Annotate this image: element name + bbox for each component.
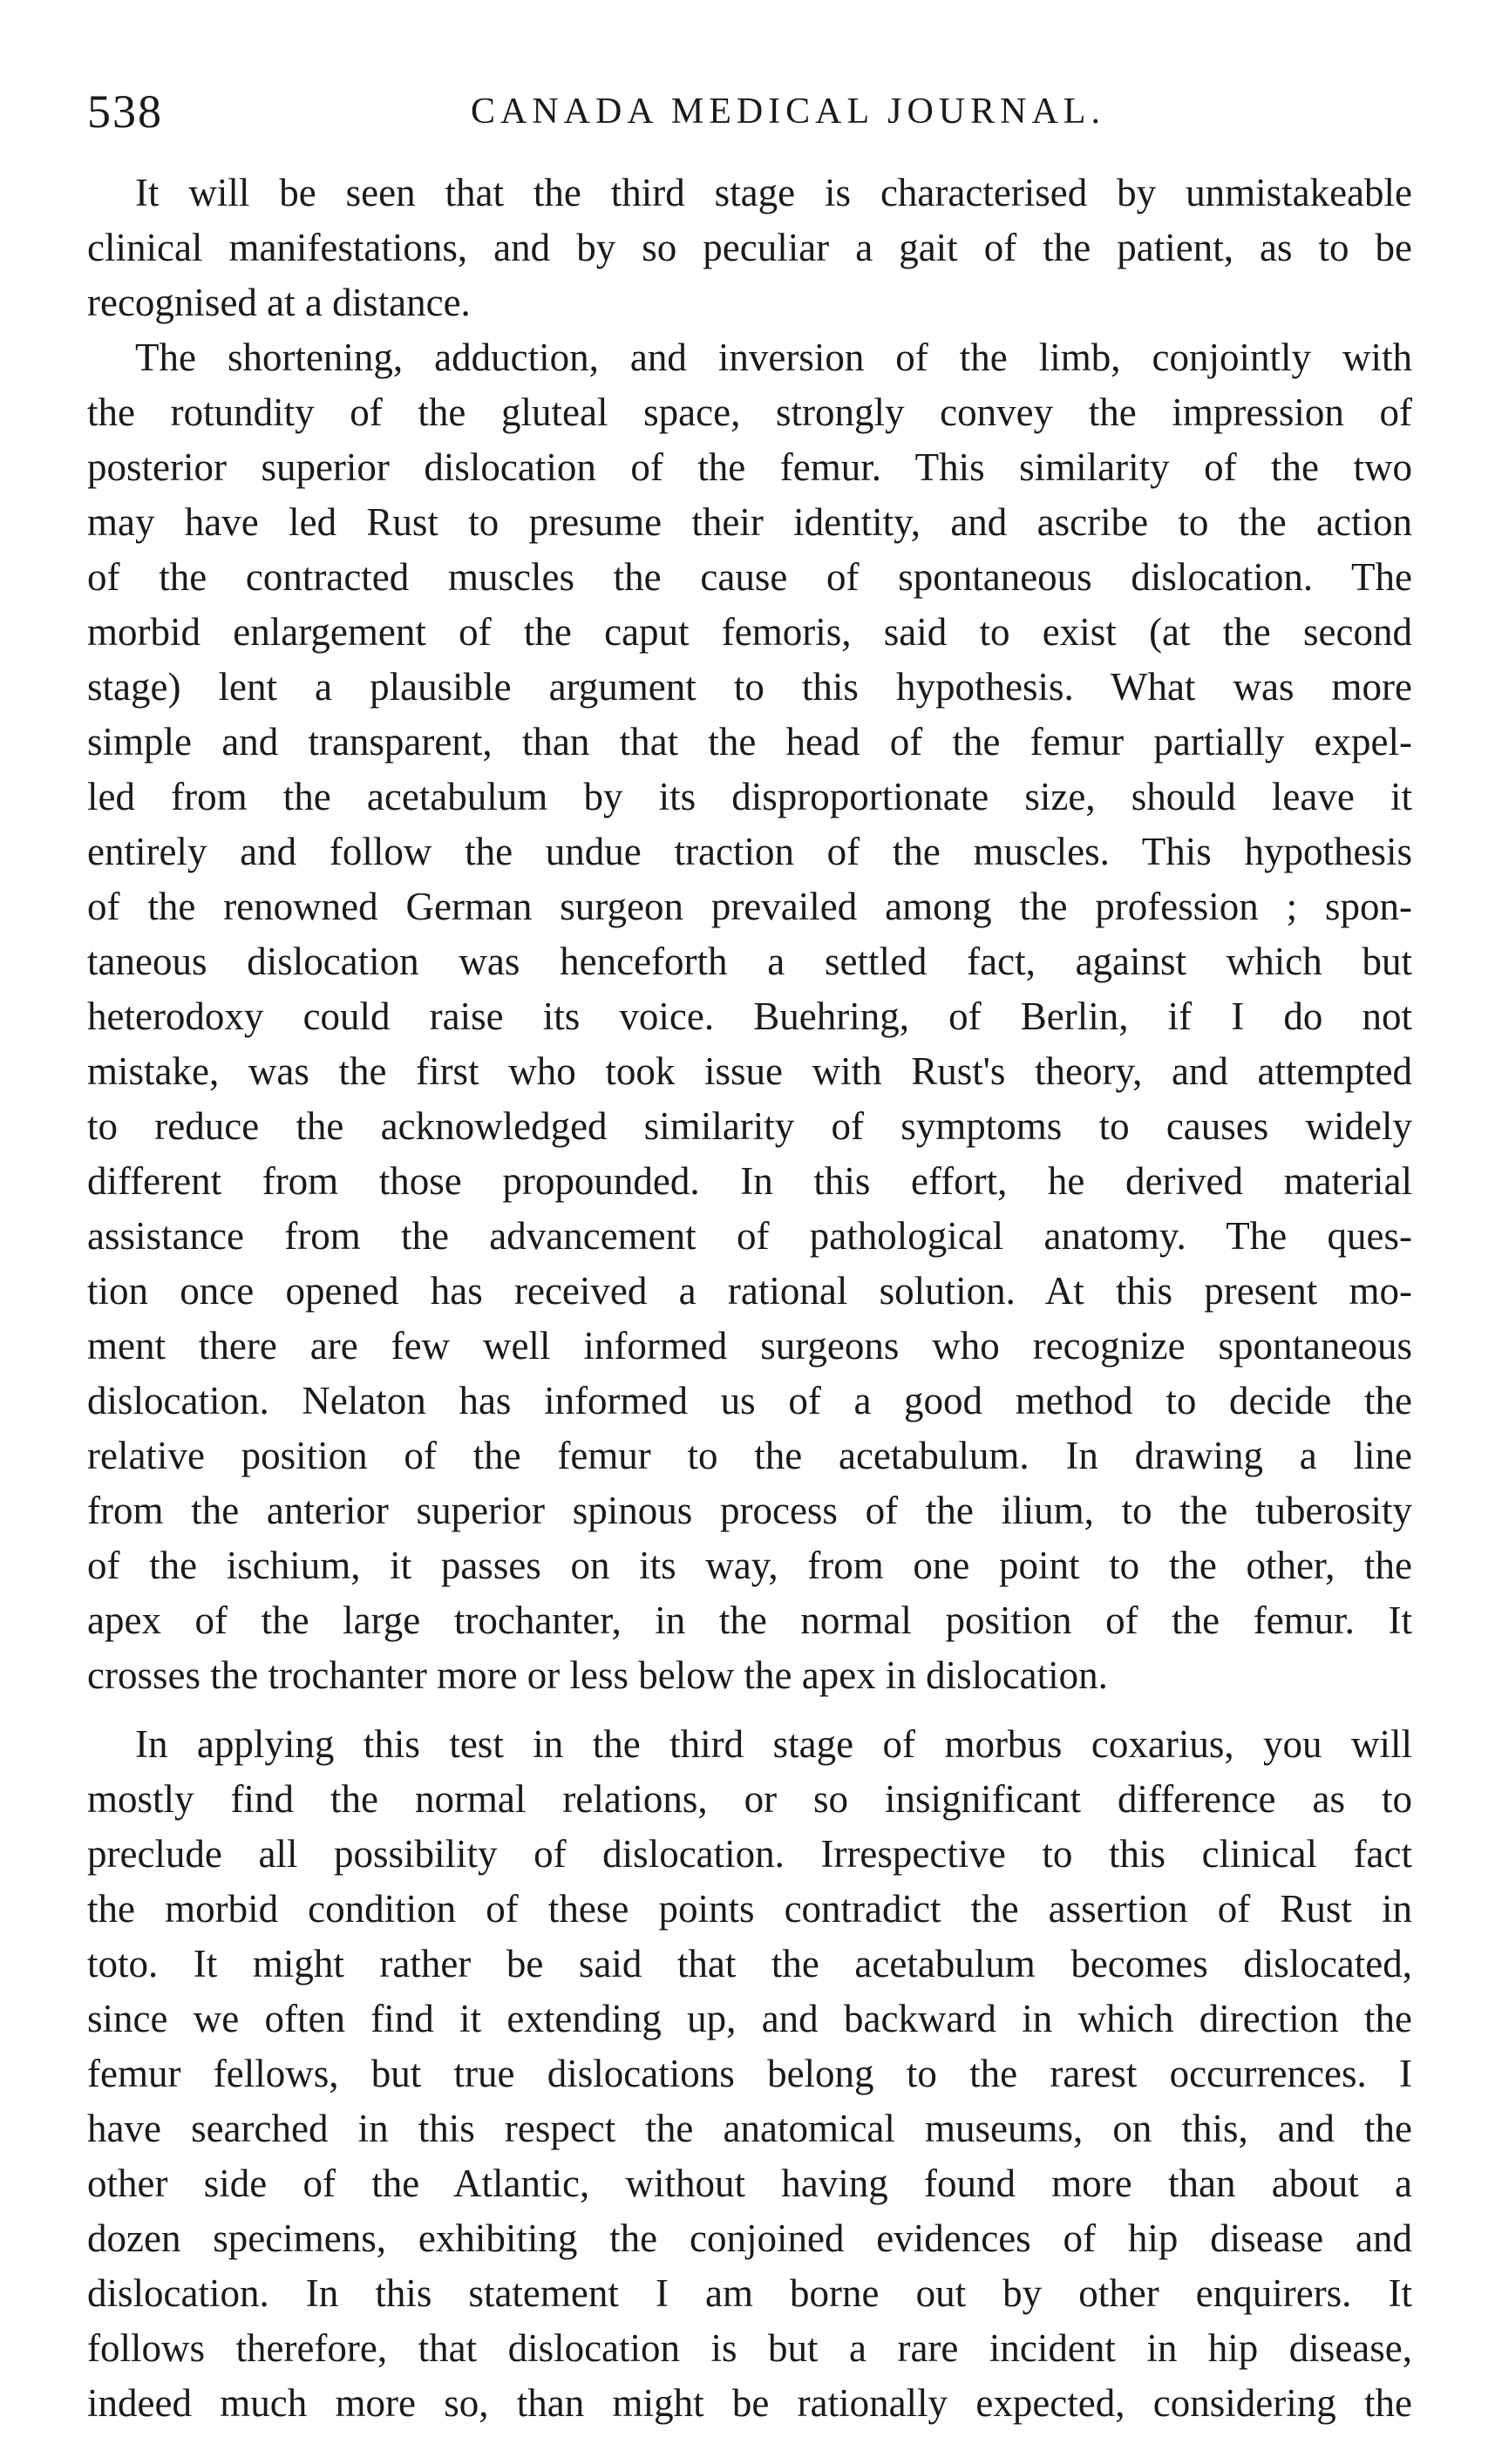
text-line: tion once opened has received a rational solution. At this present mo- bbox=[87, 1269, 1412, 1313]
text-line: from the anterior superior spinous process of the ilium, to the tuberosity bbox=[87, 1489, 1412, 1532]
paragraph bbox=[87, 1717, 1412, 2431]
text-line: simple and transparent, than that the head of the femur partially expel- bbox=[87, 720, 1412, 764]
text-line: may have led Rust to presume their identity, and ascribe to the action bbox=[87, 500, 1412, 544]
text-line: mistake, was the first who took issue with Rust's theory, and attempted bbox=[87, 1049, 1412, 1093]
text-line: the rotundity of the gluteal space, strongly convey the impression of bbox=[87, 390, 1412, 434]
text-line: morbid enlargement of the caput femoris, said to exist (at the second bbox=[87, 610, 1412, 654]
text-line: follows therefore, that dislocation is but a rare incident in hip disease, bbox=[87, 2326, 1412, 2370]
body-text bbox=[87, 166, 1412, 2431]
text-line: recognised at a distance. bbox=[87, 281, 471, 324]
text-line: crosses the trochanter more or less below the apex in dislocation. bbox=[87, 1653, 1108, 1697]
text-line: entirely and follow the undue traction of the muscles. This hypothesis bbox=[87, 830, 1412, 873]
text-line: dozen specimens, exhibiting the conjoined evidences of hip disease and bbox=[87, 2216, 1412, 2260]
text-line: stage) lent a plausible argument to this hypothesis. What was more bbox=[87, 665, 1412, 709]
paragraph-gap bbox=[87, 1703, 1412, 1717]
text-line: of the contracted muscles the cause of spontaneous dislocation. The bbox=[87, 555, 1412, 599]
text-line: femur fellows, but true dislocations belong to the rarest occurrences. I bbox=[87, 2052, 1412, 2095]
text-line: It will be seen that the third stage is characterised by unmistakeable bbox=[135, 171, 1412, 214]
text-line: of the renowned German surgeon prevailed among the profession ; spon- bbox=[87, 885, 1412, 928]
text-line: toto. It might rather be said that the acetabulum becomes dislocated, bbox=[87, 1942, 1412, 1985]
text-line: to reduce the acknowledged similarity of symptoms to causes widely bbox=[87, 1104, 1412, 1148]
text-line: In applying this test in the third stage of morbus coxarius, you will bbox=[135, 1722, 1412, 1766]
text-line: different from those propounded. In this effort, he derived material bbox=[87, 1159, 1412, 1203]
text-line: assistance from the advancement of pathological anatomy. The ques- bbox=[87, 1214, 1412, 1258]
running-head: CANADA MEDICAL JOURNAL. bbox=[471, 92, 1105, 132]
text-line: preclude all possibility of dislocation. Irrespective to this clinical fact bbox=[87, 1832, 1412, 1876]
paragraph bbox=[87, 330, 1412, 1703]
text-line: heterodoxy could raise its voice. Buehring, of Berlin, if I do not bbox=[87, 994, 1412, 1038]
paragraph bbox=[87, 166, 1412, 330]
page-header bbox=[87, 77, 1412, 146]
text-line: ment there are few well informed surgeons who recognize spontaneous bbox=[87, 1324, 1412, 1368]
text-line: posterior superior dislocation of the femur. This similarity of the two bbox=[87, 445, 1412, 489]
text-line: the morbid condition of these points contradict the assertion of Rust in bbox=[87, 1887, 1412, 1931]
text-line: dislocation. Nelaton has informed us of a good method to decide the bbox=[87, 1379, 1412, 1422]
text-line: The shortening, adduction, and inversion of the limb, conjointly with bbox=[135, 336, 1412, 379]
text-line: have searched in this respect the anatomical museums, on this, and the bbox=[87, 2107, 1412, 2150]
text-line: since we often find it extending up, and backward in which direction the bbox=[87, 1997, 1412, 2040]
text-line: taneous dislocation was henceforth a settled fact, against which but bbox=[87, 940, 1412, 983]
text-line: other side of the Atlantic, without having found more than about a bbox=[87, 2162, 1412, 2205]
text-line: mostly find the normal relations, or so insignificant difference as to bbox=[87, 1777, 1412, 1821]
page-number: 538 bbox=[87, 85, 163, 138]
text-line: of the ischium, it passes on its way, from one point to the other, the bbox=[87, 1544, 1412, 1587]
text-line: led from the acetabulum by its disproportionate size, should leave it bbox=[87, 775, 1412, 818]
text-line: apex of the large trochanter, in the normal position of the femur. It bbox=[87, 1599, 1412, 1642]
text-line: indeed much more so, than might be rationally expected, considering the bbox=[87, 2381, 1412, 2425]
text-line: relative position of the femur to the acetabulum. In drawing a line bbox=[87, 1434, 1412, 1477]
text-line: clinical manifestations, and by so peculiar a gait of the patient, as to be bbox=[87, 226, 1412, 269]
text-line: dislocation. In this statement I am borne out by other enquirers. It bbox=[87, 2271, 1412, 2315]
